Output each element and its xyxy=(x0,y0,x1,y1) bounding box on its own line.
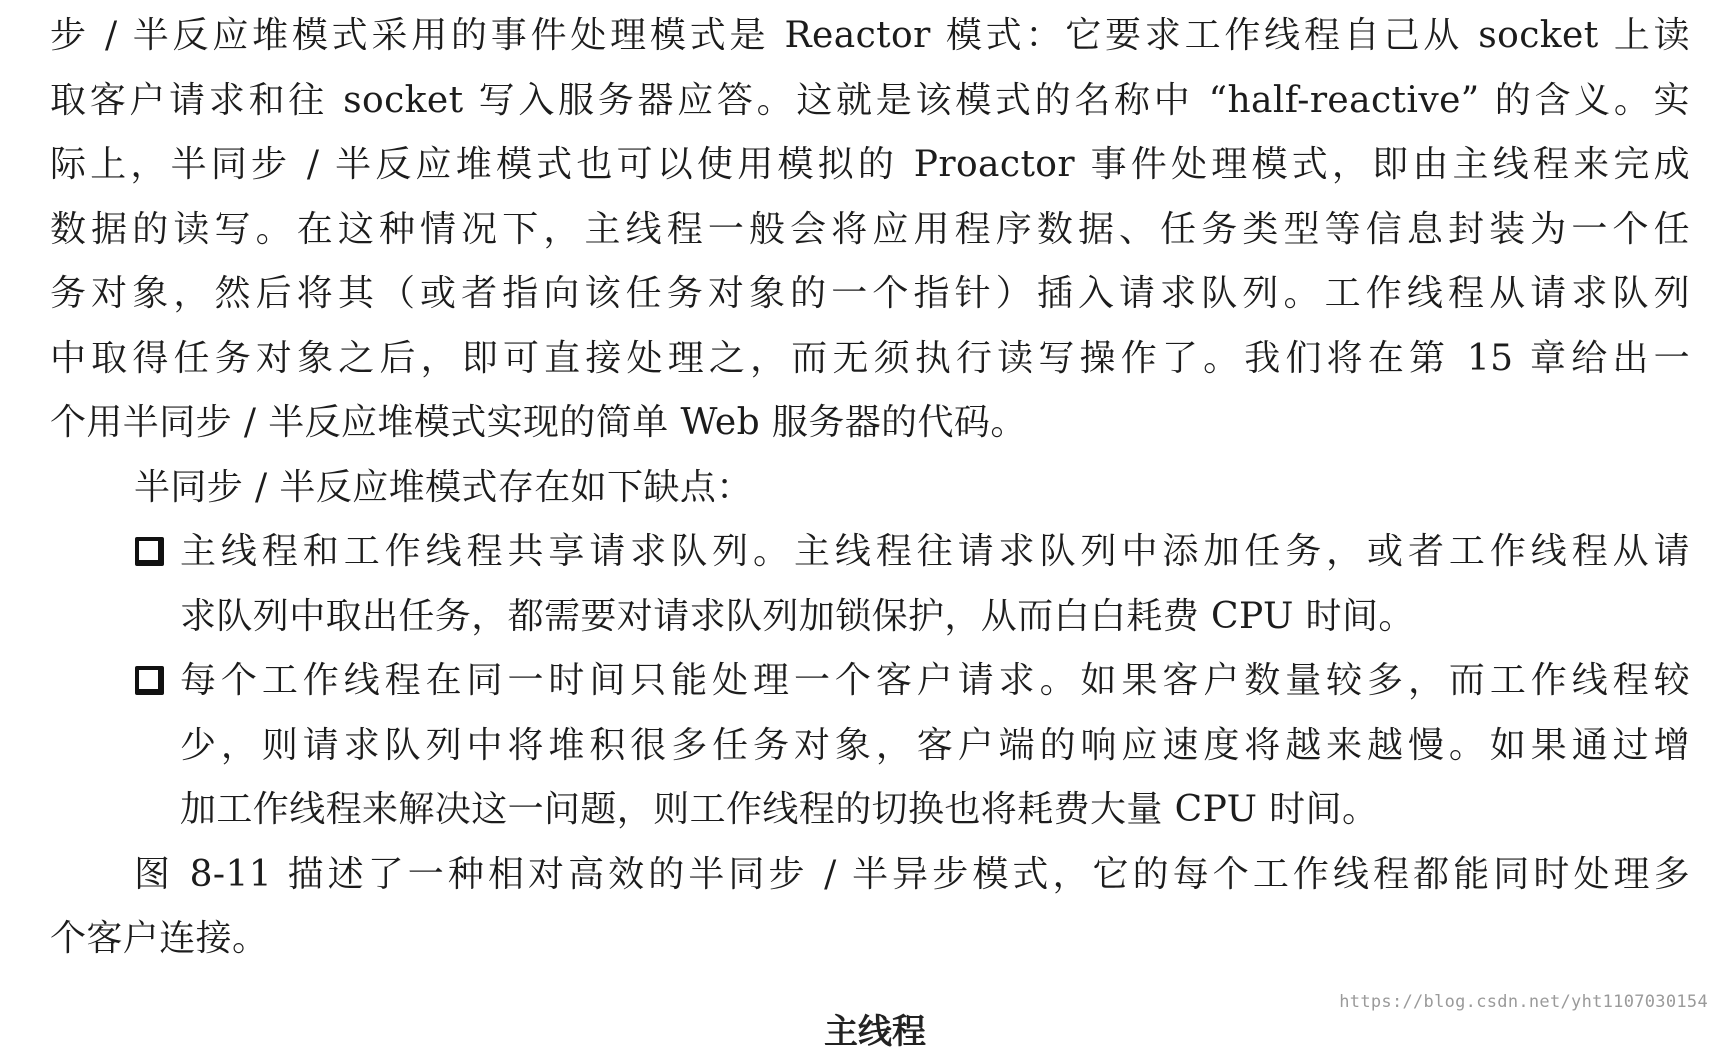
watermark-url: https://blog.csdn.net/yht1107030154 xyxy=(1339,992,1708,1012)
bullet-line xyxy=(50,520,1690,585)
text-line: 务对象，然后将其（或者指向该任务对象的一个指针）插入请求队列。工作线程从请求队列 xyxy=(50,273,1690,314)
bullet-continuation: 少，则请求队列中将堆积很多任务对象，客户端的响应速度将越来越慢。如果通过增 xyxy=(180,724,1690,766)
bullet-text: 主线程和工作线程共享请求队列。主线程往请求队列中添加任务，或者工作线程从请 xyxy=(180,531,1690,572)
bullet-continuation: 加工作线程来解决这一问题，则工作线程的切换也将耗费大量 CPU 时间。 xyxy=(180,789,1379,830)
bullet-continuation: 求队列中取出任务，都需要对请求队列加锁保护，从而白白耗费 CPU 时间。 xyxy=(180,595,1415,637)
text-line: 步 / 半反应堆模式采用的事件处理模式是 Reactor 模式：它要求工作线程自己从 socket 上读 xyxy=(50,15,1690,56)
text-line: 图 8-11 描述了一种相对高效的半同步 / 半异步模式，它的每个工作线程都能同时处理多 xyxy=(134,853,1690,895)
paragraph-1 xyxy=(50,4,1690,456)
paragraph-2: 半同步 / 半反应堆模式存在如下缺点： xyxy=(134,466,753,508)
bullet-text: 每个工作线程在同一时间只能处理一个客户请求。如果客户数量较多，而工作线程较 xyxy=(180,660,1690,701)
text-line: 际上，半同步 / 半反应堆模式也可以使用模拟的 Proactor 事件处理模式，即由主线程来完成 xyxy=(50,144,1690,185)
text-line: 个用半同步 / 半反应堆模式实现的简单 Web 服务器的代码。 xyxy=(50,402,1027,443)
bullet-item xyxy=(50,520,1690,649)
paragraph-3 xyxy=(50,843,1690,972)
text-line: 个客户连接。 xyxy=(50,918,269,959)
checkbox-square-icon xyxy=(135,537,164,566)
bullet-line xyxy=(50,649,1690,714)
bullet-list xyxy=(50,520,1690,843)
bullet-item xyxy=(50,649,1690,843)
figure-label-truncated: 主线程 xyxy=(824,1012,926,1052)
text-line: 数据的读写。在这种情况下，主线程一般会将应用程序数据、任务类型等信息封装为一个任 xyxy=(50,208,1690,250)
text-line: 取客户请求和往 socket 写入服务器应答。这就是该模式的名称中 “half-reactive” 的含义。实 xyxy=(50,79,1690,121)
text-line: 中取得任务对象之后，即可直接处理之，而无须执行读写操作了。我们将在第 15 章给出一 xyxy=(50,337,1690,379)
document-body xyxy=(50,4,1690,972)
checkbox-square-icon xyxy=(135,666,164,695)
